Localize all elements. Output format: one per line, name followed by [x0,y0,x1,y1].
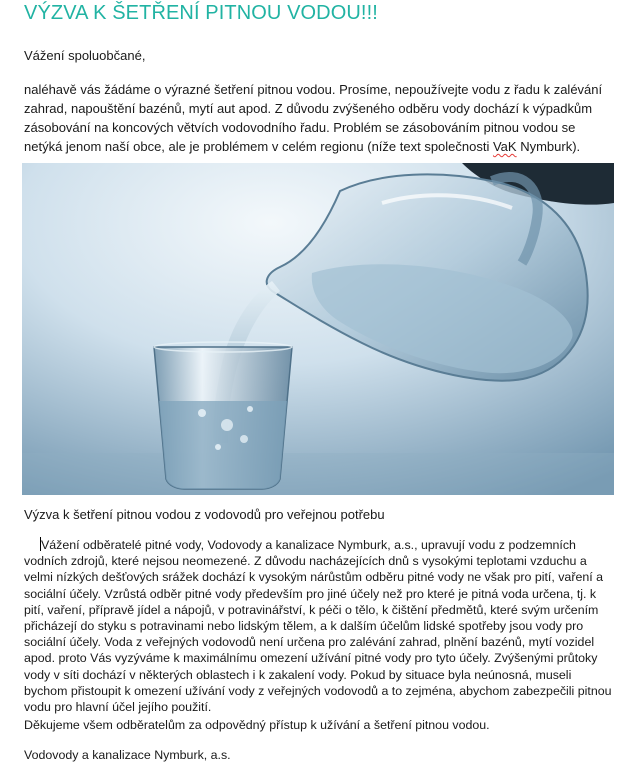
image-caption: Výzva k šetření pitnou vodou z vodovodů pro veřejnou potřebu [24,507,385,522]
intro-text: naléhavě vás žádáme o výrazné šetření pitnou vodou. Prosíme, nepoužívejte vodu z řadu k zalévání zahrad, napouštění bazénů, mytí aut apod. Z důvodu zvýšeného odběru vody dochází k výpadkům zásobování na koncových větvích vodovodního řadu. Problém se zásobováním pitnou vodou se netýká jenom naší obce, ale je problémem v celém regionu (níže text společnosti [24,82,603,154]
intro-text-end: Nymburk). [516,139,581,154]
spellcheck-flagged-word: VaK [492,139,517,154]
document-title: VÝZVA K ŠETŘENÍ PITNOU VODOU!!! [24,2,378,24]
body-paragraph [24,537,612,715]
water-jug-photo [22,163,614,495]
signature: Vodovody a kanalizace Nymburk, a.s. [24,748,231,762]
body-text: Vážení odběratelé pitné vody, Vodovody a kanalizace Nymburk, a.s., upravují vodu z podzemních vodních zdrojů, které nejsou neomezené. Z důvodu nacházejících dnů s vysokými teplotami vzduchu a velmi nízkých dešťových srážek dochází k vysokým nárůstům odběru pitné vody ne však pro pití, vaření a sociální účely. Vzrůstá odběr pitné vody především pro jiné účely než pro které je pitná voda určena, tj. k pití, vaření, přípravě jídel a nápojů, v potravinářství, k péči o tělo, k čištění předmětů, které svým určením přicházejí do styku s potravinami nebo lidským tělem, a k dalším účelům lidské spotřeby jsou vody pro sociální účely. Voda z veřejných vodovodů není určena pro zalévání zahrad, plnění bazénů, mytí vozidel apod. proto Vás vyzýváme k maximálnímu omezení užívání pitné vody pro tyto účely. Zvýšenými průtoky vody v síti dochází v některých oblastech i k zakalení vody. Pokud by situace byla neúnosná, museli bychom přistoupit k omezení užívání vody z veřejných vodovodů a to zejména, abychom zabezpečili pitnou vodu pro hlavní účel jejího použití. [24,538,612,715]
intro-paragraph [24,80,608,156]
greeting: Vážení spoluobčané, [24,48,146,63]
thanks-line: Děkujeme všem odběratelům za odpovědný přístup k užívání a šetření pitnou vodou. [24,718,490,732]
